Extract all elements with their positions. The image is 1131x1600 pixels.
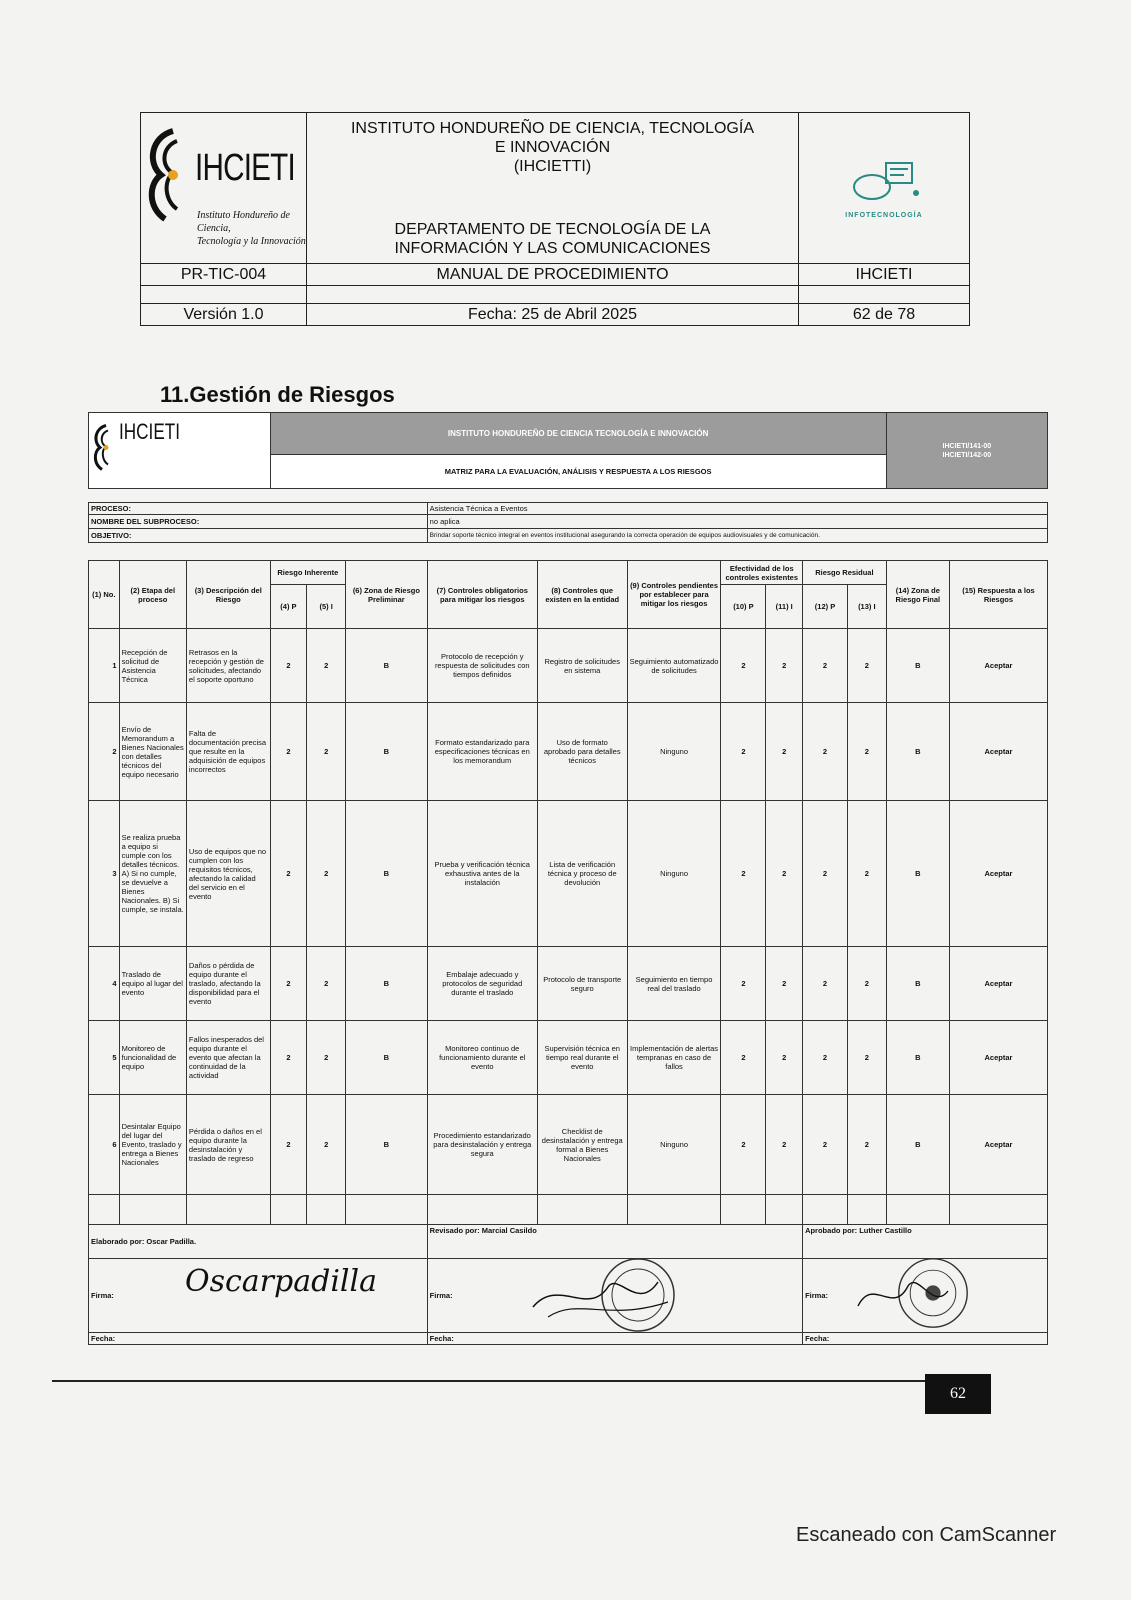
row-p12: 2 xyxy=(803,801,848,947)
row-zona-final: B xyxy=(886,801,949,947)
col-riesgo-inherente: Riesgo Inherente xyxy=(270,561,345,585)
row-p10: 2 xyxy=(721,947,766,1021)
col-controles-existentes: (8) Controles que existen en la entidad xyxy=(537,561,627,629)
row-i: 2 xyxy=(307,1095,346,1195)
row-obligatorios: Protocolo de recepción y respuesta de solicitudes con tiempos definidos xyxy=(427,629,537,703)
department-line-1: DEPARTAMENTO DE TECNOLOGÍA DE LA xyxy=(394,221,711,238)
signature-oscar-padilla: Oscarpadilla xyxy=(185,1264,377,1299)
table-row xyxy=(89,1095,1048,1195)
row-existentes: Checklist de desinstalación y entrega formal a Bienes Nacionales xyxy=(537,1095,627,1195)
col-p4: (4) P xyxy=(270,585,307,629)
row-etapa: Desintalar Equipo del lugar del Evento, traslado y entrega a Bienes Nacionales xyxy=(119,1095,186,1195)
page-count: 62 de 78 xyxy=(799,304,970,326)
row-no: 4 xyxy=(89,947,120,1021)
row-respuesta: Aceptar xyxy=(949,947,1047,1021)
row-desc: Daños o pérdida de equipo durante el traslado, afectando la disponibilidad para el evento xyxy=(186,947,270,1021)
signature-marcial-casildo-icon xyxy=(528,1267,678,1327)
logo-subtitle-2: Tecnología y la Innovación xyxy=(197,236,306,247)
row-i11: 2 xyxy=(766,1021,803,1095)
row-zona: B xyxy=(346,703,428,801)
ihcieti-logo-cell xyxy=(141,113,307,264)
col-i13: (13) I xyxy=(847,585,886,629)
row-zona: B xyxy=(346,947,428,1021)
institute-line-2: E INNOVACIÓN xyxy=(494,139,611,156)
row-i13: 2 xyxy=(847,1095,886,1195)
row-p12: 2 xyxy=(803,1021,848,1095)
matrix-title: MATRIZ PARA LA EVALUACIÓN, ANÁLISIS Y RESPUESTA A LOS RIESGOS xyxy=(270,455,886,489)
objetivo-value: Brindar soporte técnico integral en eventos institucional asegurando la correcta operación de equipos audiovisuales y de comunicación. xyxy=(427,529,1047,543)
institute-cell xyxy=(307,113,799,264)
row-p10: 2 xyxy=(721,629,766,703)
row-i: 2 xyxy=(307,629,346,703)
revisado-por: Revisado por: Marcial Casildo xyxy=(427,1225,802,1259)
row-p12: 2 xyxy=(803,629,848,703)
scanner-watermark: Escaneado con CamScanner xyxy=(796,1524,1057,1546)
col-p10: (10) P xyxy=(721,585,766,629)
row-p: 2 xyxy=(270,947,307,1021)
row-respuesta: Aceptar xyxy=(949,703,1047,801)
firma-label-3: Firma: xyxy=(805,1291,828,1300)
manual-label: MANUAL DE PROCEDIMIENTO xyxy=(307,264,799,286)
row-desc: Fallos inesperados del equipo durante el evento que afectan la continuidad de la actividad xyxy=(186,1021,270,1095)
row-zona-final: B xyxy=(886,1095,949,1195)
matrix-logo-cell xyxy=(89,413,271,489)
row-existentes: Supervisión técnica en tiempo real durante el evento xyxy=(537,1021,627,1095)
row-p10: 2 xyxy=(721,1021,766,1095)
row-i13: 2 xyxy=(847,703,886,801)
fecha-label-1: Fecha: xyxy=(89,1333,428,1345)
firma-revisado xyxy=(427,1259,802,1333)
row-p12: 2 xyxy=(803,703,848,801)
col-controles-obligatorios: (7) Controles obligatorios para mitigar los riesgos xyxy=(427,561,537,629)
row-obligatorios: Embalaje adecuado y protocolos de seguridad durante el traslado xyxy=(427,947,537,1021)
col-efectividad: Efectividad de los controles existentes xyxy=(721,561,803,585)
fecha-label-2: Fecha: xyxy=(427,1333,802,1345)
row-existentes: Lista de verificación técnica y proceso de devolución xyxy=(537,801,627,947)
col-i11: (11) I xyxy=(766,585,803,629)
subproceso-value: no aplica xyxy=(427,515,1047,529)
row-i13: 2 xyxy=(847,629,886,703)
row-etapa: Monitoreo de funcionalidad de equipo xyxy=(119,1021,186,1095)
row-pendientes: Ninguno xyxy=(627,703,721,801)
matrix-institute: INSTITUTO HONDUREÑO DE CIENCIA TECNOLOGÍA E INNOVACIÓN xyxy=(270,413,886,455)
row-p: 2 xyxy=(270,629,307,703)
row-p10: 2 xyxy=(721,1095,766,1195)
matrix-codes xyxy=(886,413,1047,489)
row-no: 3 xyxy=(89,801,120,947)
fecha-label-3: Fecha: xyxy=(803,1333,1048,1345)
row-p12: 2 xyxy=(803,1095,848,1195)
row-zona-final: B xyxy=(886,1021,949,1095)
aprobado-por: Aprobado por: Luther Castillo xyxy=(803,1225,1048,1259)
col-descripcion: (3) Descripción del Riesgo xyxy=(186,561,270,629)
firma-elaborado xyxy=(89,1259,428,1333)
row-zona-final: B xyxy=(886,947,949,1021)
row-etapa: Recepción de solicitud de Asistencia Técnica xyxy=(119,629,186,703)
table-row xyxy=(89,703,1048,801)
row-pendientes: Ninguno xyxy=(627,801,721,947)
row-etapa: Se realiza prueba a equipo si cumple con los detalles técnicos. A) Si no cumple, se devuelve a Bienes Nacionales. B) Si cumple, se instala. xyxy=(119,801,186,947)
row-no: 1 xyxy=(89,629,120,703)
infotecnologia-logo-cell xyxy=(799,113,970,264)
row-no: 2 xyxy=(89,703,120,801)
institute-line-3: (IHCIETTI) xyxy=(513,158,592,175)
row-p10: 2 xyxy=(721,703,766,801)
row-i11: 2 xyxy=(766,1095,803,1195)
institute-line-1: INSTITUTO HONDUREÑO DE CIENCIA, TECNOLOGÍA xyxy=(350,120,754,137)
row-i11: 2 xyxy=(766,801,803,947)
row-desc: Falta de documentación precisa que resulte en la adquisición de equipos incorrectos xyxy=(186,703,270,801)
department-line-2: INFORMACIÓN Y LAS COMUNICACIONES xyxy=(394,240,711,257)
row-pendientes: Seguimiento automatizado de solicitudes xyxy=(627,629,721,703)
col-riesgo-residual: Riesgo Residual xyxy=(803,561,887,585)
row-i11: 2 xyxy=(766,703,803,801)
matrix-code-1: IHCIETI/141-00 xyxy=(942,442,992,450)
firma-label-1: Firma: xyxy=(91,1291,114,1300)
table-row xyxy=(89,947,1048,1021)
col-respuesta: (15) Respuesta a los Riesgos xyxy=(949,561,1047,629)
row-obligatorios: Formato estandarizado para especificaciones técnicas en los memorandum xyxy=(427,703,537,801)
row-pendientes: Seguimiento en tiempo real del traslado xyxy=(627,947,721,1021)
row-p12: 2 xyxy=(803,947,848,1021)
date-label: Fecha: 25 de Abril 2025 xyxy=(307,304,799,326)
row-pendientes: Ninguno xyxy=(627,1095,721,1195)
signature-luther-castillo-icon xyxy=(853,1271,953,1321)
firma-label-2: Firma: xyxy=(429,1291,453,1300)
row-zona: B xyxy=(346,801,428,947)
row-i13: 2 xyxy=(847,1021,886,1095)
row-existentes: Protocolo de transporte seguro xyxy=(537,947,627,1021)
row-p10: 2 xyxy=(721,801,766,947)
table-row xyxy=(89,629,1048,703)
version-label: Versión 1.0 xyxy=(141,304,307,326)
row-existentes: Registro de solicitudes en sistema xyxy=(537,629,627,703)
row-existentes: Uso de formato aprobado para detalles técnicos xyxy=(537,703,627,801)
document-header xyxy=(140,112,970,326)
risk-matrix xyxy=(88,412,1048,1345)
proceso-value: Asistencia Técnica a Eventos xyxy=(427,503,1047,515)
row-zona-final: B xyxy=(886,629,949,703)
row-i: 2 xyxy=(307,801,346,947)
elaborado-por: Elaborado por: Oscar Padilla. xyxy=(89,1225,428,1259)
row-no: 6 xyxy=(89,1095,120,1195)
table-row xyxy=(89,801,1048,947)
infotecnologia-logo-text: INFOTECNOLOGÍA xyxy=(845,212,923,219)
footer-line xyxy=(52,1380,927,1382)
row-i11: 2 xyxy=(766,629,803,703)
col-zona-preliminar: (6) Zona de Riesgo Preliminar xyxy=(346,561,428,629)
ihcieti-logo-text: IHCIETI xyxy=(195,147,295,189)
row-desc: Retrasos en la recepción y gestión de solicitudes, afectando el soporte oportuno xyxy=(186,629,270,703)
row-respuesta: Aceptar xyxy=(949,801,1047,947)
row-zona-final: B xyxy=(886,703,949,801)
proceso-label: PROCESO: xyxy=(89,503,428,515)
col-controles-pendientes: (9) Controles pendientes por establecer para mitigar los riesgos xyxy=(627,561,721,629)
row-i: 2 xyxy=(307,947,346,1021)
row-respuesta: Aceptar xyxy=(949,1095,1047,1195)
row-desc: Uso de equipos que no cumplen con los requisitos técnicos, afectando la calidad del servicio en el evento xyxy=(186,801,270,947)
row-zona: B xyxy=(346,1021,428,1095)
row-i11: 2 xyxy=(766,947,803,1021)
matrix-logo-icon xyxy=(91,419,117,479)
row-zona: B xyxy=(346,629,428,703)
row-p: 2 xyxy=(270,703,307,801)
ihcieti-logo-icon xyxy=(143,123,195,233)
firma-aprobado xyxy=(803,1259,1048,1333)
row-desc: Pérdida o daños en el equipo durante la desinstalación y traslado de regreso xyxy=(186,1095,270,1195)
infotecnologia-logo-icon xyxy=(844,157,924,207)
row-p: 2 xyxy=(270,801,307,947)
row-obligatorios: Monitoreo continuo de funcionamiento durante el evento xyxy=(427,1021,537,1095)
row-i: 2 xyxy=(307,1021,346,1095)
row-p: 2 xyxy=(270,1021,307,1095)
row-pendientes: Implementación de alertas tempranas en caso de fallos xyxy=(627,1021,721,1095)
row-no: 5 xyxy=(89,1021,120,1095)
row-respuesta: Aceptar xyxy=(949,1021,1047,1095)
row-i: 2 xyxy=(307,703,346,801)
col-p12: (12) P xyxy=(803,585,848,629)
row-i13: 2 xyxy=(847,801,886,947)
page-number-badge: 62 xyxy=(925,1374,991,1414)
matrix-code-2: IHCIETI/142-00 xyxy=(942,451,992,459)
col-i5: (5) I xyxy=(307,585,346,629)
row-obligatorios: Prueba y verificación técnica exhaustiva antes de la instalación xyxy=(427,801,537,947)
section-title: 11.Gestión de Riesgos xyxy=(160,382,395,407)
subproceso-label: NOMBRE DEL SUBPROCESO: xyxy=(89,515,428,529)
row-zona: B xyxy=(346,1095,428,1195)
row-obligatorios: Procedimiento estandarizado para desinstalación y entrega segura xyxy=(427,1095,537,1195)
row-i13: 2 xyxy=(847,947,886,1021)
table-row xyxy=(89,1021,1048,1095)
col-zona-final: (14) Zona de Riesgo Final xyxy=(886,561,949,629)
row-etapa: Envío de Memorandum a Bienes Nacionales con detalles técnicos del equipo necesario xyxy=(119,703,186,801)
row-respuesta: Aceptar xyxy=(949,629,1047,703)
org-label: IHCIETI xyxy=(799,264,970,286)
procedure-code: PR-TIC-004 xyxy=(141,264,307,286)
row-etapa: Traslado de equipo al lugar del evento xyxy=(119,947,186,1021)
matrix-logo-text: IHCIETI xyxy=(119,419,181,444)
col-etapa: (2) Etapa del proceso xyxy=(119,561,186,629)
objetivo-label: OBJETIVO: xyxy=(89,529,428,543)
col-no: (1) No. xyxy=(89,561,120,629)
row-p: 2 xyxy=(270,1095,307,1195)
logo-subtitle-1: Instituto Hondureño de Ciencia, xyxy=(197,210,290,234)
